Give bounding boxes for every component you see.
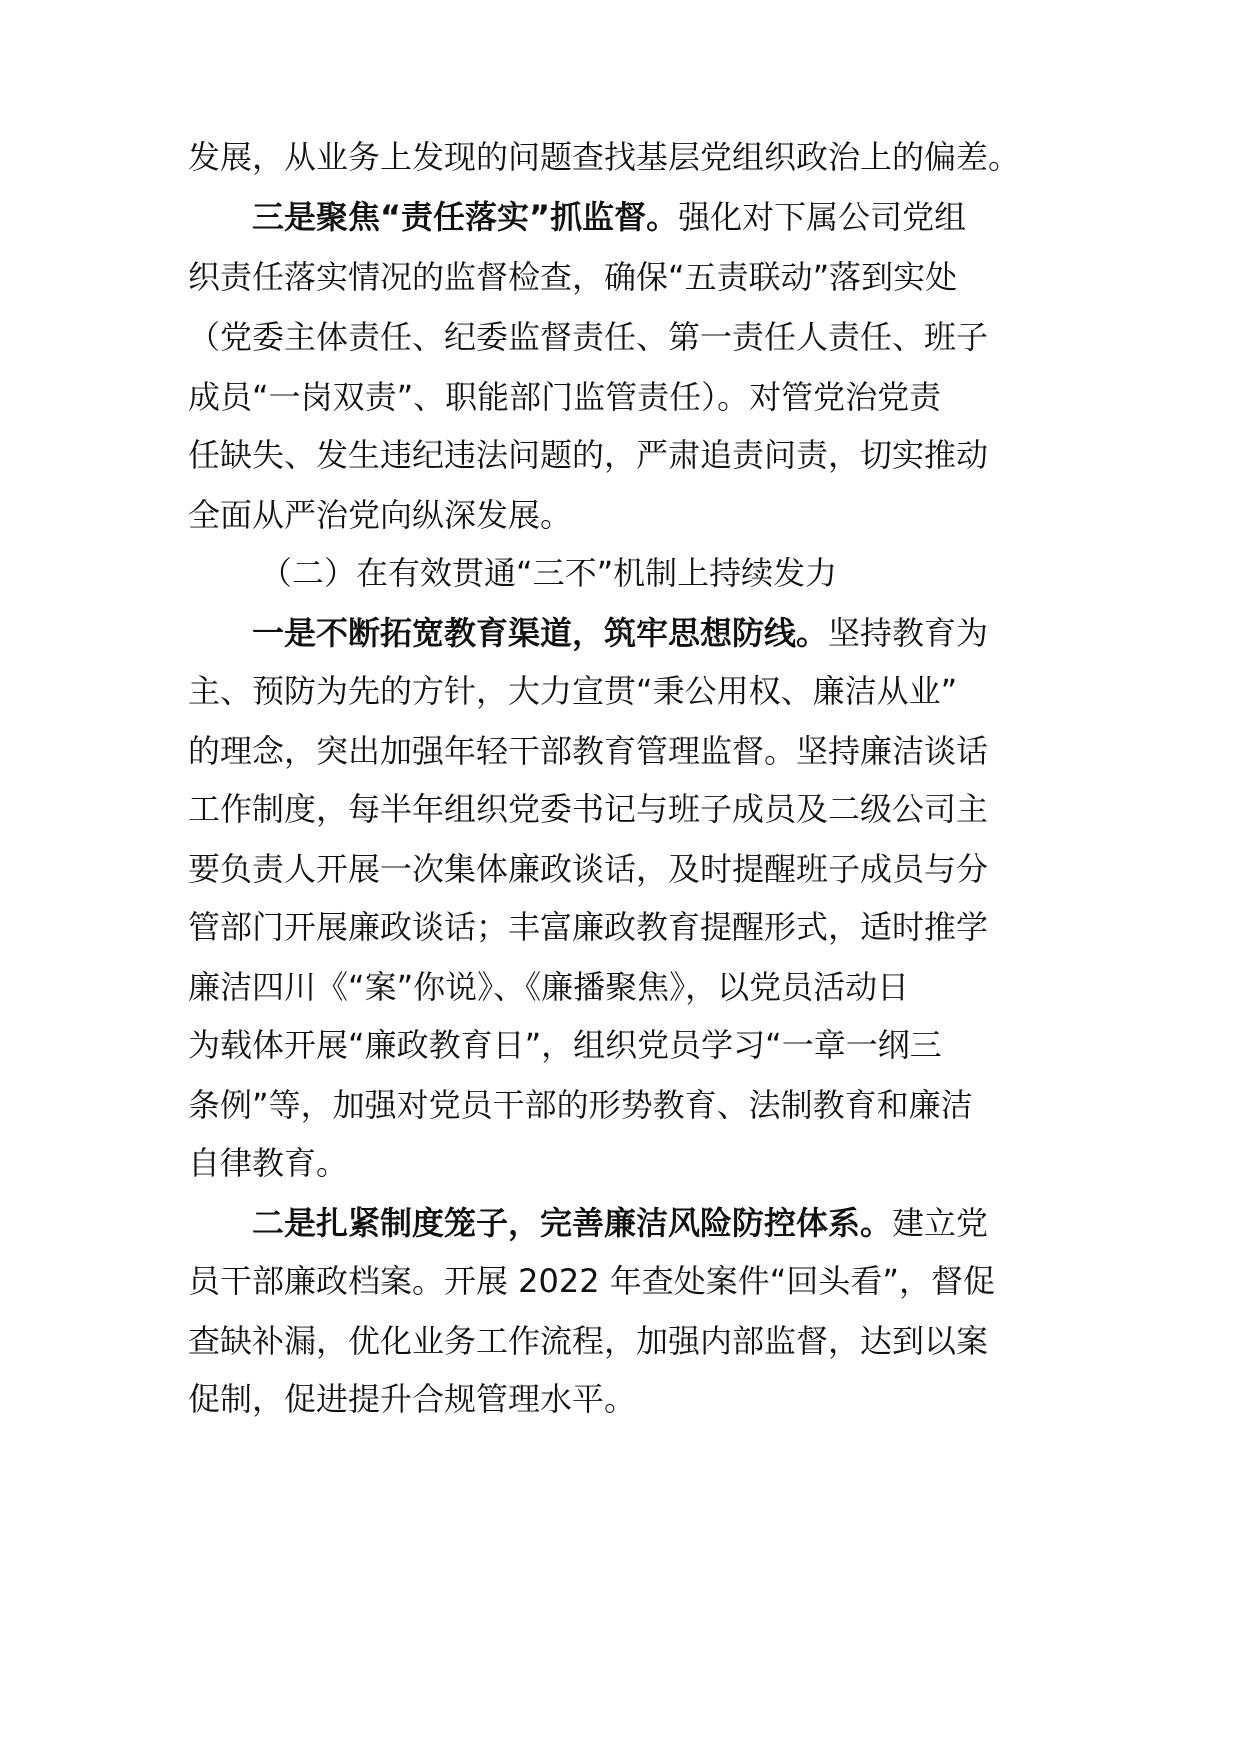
paragraph-line: 自律教育。 xyxy=(188,1144,349,1182)
paragraph-line xyxy=(252,184,1068,250)
bold-heading: 三是聚焦“责任落实”抓监督。 xyxy=(252,198,679,236)
paragraph-line: 要负责人开展一次集体廉政谈话，及时提醒班子成员与分 xyxy=(188,850,989,888)
bold-heading: 一是不断拓宽教育渠道，筑牢思想防线。 xyxy=(252,614,829,652)
paragraph-line: 为载体开展“廉政教育日”，组织党员学习“一章一纲三 xyxy=(188,1026,942,1064)
paragraph-line: 织责任落实情况的监督检查，确保“五责联动”落到实处 xyxy=(188,258,958,296)
paragraph-line: 管部门开展廉政谈话；丰富廉政教育提醒形式，适时推学 xyxy=(188,908,989,946)
paragraph-line xyxy=(252,1190,1068,1256)
paragraph-line: 廉洁四川《“案”你说》、《廉播聚焦》，以党员活动日 xyxy=(188,968,910,1006)
paragraph-line: 的理念，突出加强年轻干部教育管理监督。坚持廉洁谈话 xyxy=(188,732,989,770)
paragraph-line: 全面从严治党向纵深发展。 xyxy=(188,496,573,534)
paragraph-line: （党委主体责任、纪委监督责任、第一责任人责任、班子 xyxy=(188,318,989,356)
bold-heading: 二是扎紧制度笼子，完善廉洁风险防控体系。 xyxy=(252,1204,893,1242)
paragraph-line: 发展，从业务上发现的问题查找基层党组织政治上的偏差。 xyxy=(188,138,1021,176)
paragraph-text: 建立党 xyxy=(892,1204,989,1242)
paragraph-text: 坚持教育为 xyxy=(828,614,989,652)
section-heading: （二）在有效贯通“三不”机制上持续发力 xyxy=(260,554,838,592)
paragraph-line: 条例”等，加强对党员干部的形势教育、法制教育和廉洁 xyxy=(188,1086,973,1124)
paragraph-line: 成员“一岗双责”、职能部门监管责任）。对管党治党责 xyxy=(188,378,942,416)
paragraph-line: 促制，促进提升合规管理水平。 xyxy=(188,1380,637,1418)
paragraph-text: 强化对下属公司党组 xyxy=(678,198,967,236)
paragraph-line xyxy=(252,600,1068,666)
paragraph-line: 任缺失、发生违纪违法问题的，严肃追责问责，切实推动 xyxy=(188,436,989,474)
paragraph-line: 查缺补漏，优化业务工作流程，加强内部监督，达到以案 xyxy=(188,1322,989,1360)
paragraph-line: 员干部廉政档案。开展 2022 年查处案件“回头看”，督促 xyxy=(188,1262,995,1300)
paragraph-line: 工作制度，每半年组织党委书记与班子成员及二级公司主 xyxy=(188,790,989,828)
paragraph-line: 主、预防为先的方针，大力宣贯“秉公用权、廉洁从业” xyxy=(188,672,958,710)
